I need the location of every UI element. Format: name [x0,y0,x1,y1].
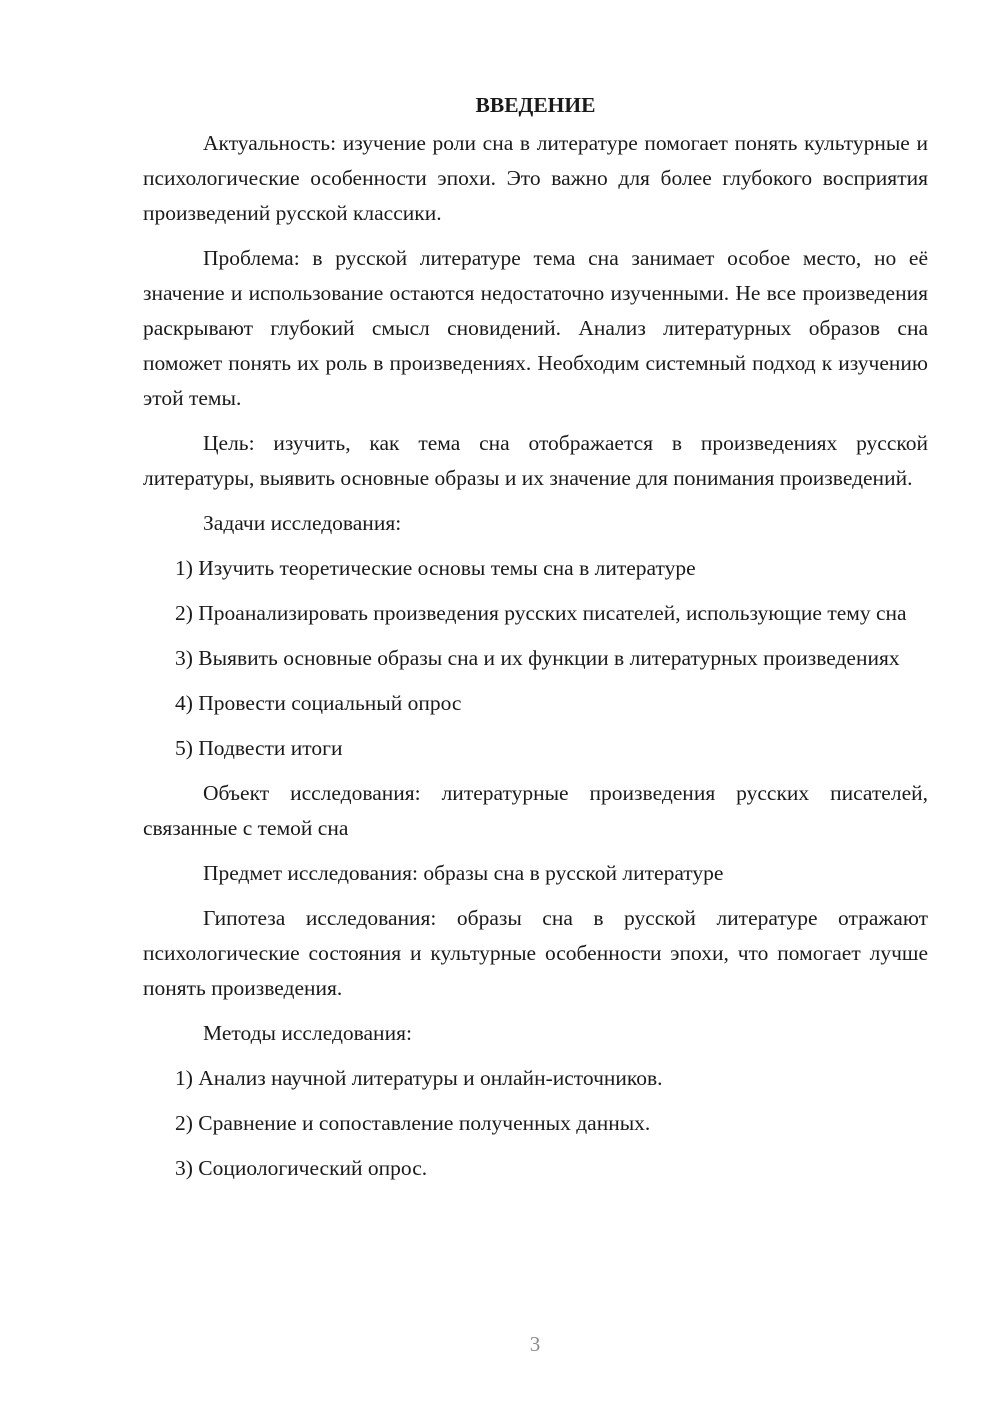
method-item: 1) Анализ научной литературы и онлайн-источников. [175,1066,663,1090]
hypothesis-paragraph: Гипотеза исследования: образы сна в русской литературе отражают психологические состояния и культурные особенности эпохи, что помогает лучше понять произведения. [143,906,928,1000]
method-item: 2) Сравнение и сопоставление полученных данных. [175,1111,651,1135]
task-item: 2) Проанализировать произведения русских писателей, использующие тему сна [175,601,907,625]
task-item: 3) Выявить основные образы сна и их функции в литературных произведениях [175,646,900,670]
goal-paragraph: Цель: изучить, как тема сна отображается в произведениях русской литературы, выявить основные образы и их значение для понимания произведений. [143,431,928,490]
task-item: 1) Изучить теоретические основы темы сна в литературе [175,556,696,580]
section-heading: ВВЕДЕНИЕ [475,93,596,117]
methods-title: Методы исследования: [203,1021,412,1045]
page-number: 3 [529,1332,541,1356]
problem-paragraph: Проблема: в русской литературе тема сна занимает особое место, но её значение и использование остаются недостаточно изученными. Не все произведения раскрывают глубокий смысл сновидений. Анализ литературных образов сна поможет понять их роль в произведениях. Необходим системный подход к изучению этой темы. [143,246,928,410]
object-paragraph: Объект исследования: литературные произведения русских писателей, связанные с темой сна [143,781,928,840]
method-item: 3) Социологический опрос. [175,1156,428,1180]
task-item: 5) Подвести итоги [175,736,343,760]
tasks-title: Задачи исследования: [203,511,402,535]
relevance-paragraph: Актуальность: изучение роли сна в литературе помогает понять культурные и психологические особенности эпохи. Это важно для более глубокого восприятия произведений русской классики. [143,131,928,225]
document-page [143,90,928,1196]
subject-paragraph: Предмет исследования: образы сна в русской литературе [203,861,724,885]
task-item: 4) Провести социальный опрос [175,691,462,715]
